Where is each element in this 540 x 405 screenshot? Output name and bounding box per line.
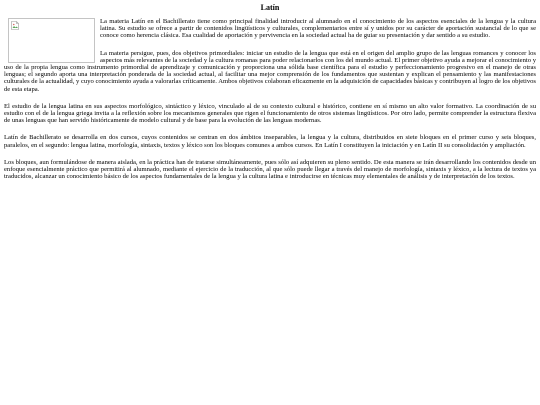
paragraph-course-structure: Latín de Bachillerato se desarrolla en dos cursos, cuyos contenidos se centran en dos ámbitos inseparables, la lengua y la cultura, distribuidos en siete bloques en el primer curso y seis bloques, paralelos, en el segundo: lengua latina, morfología, sintaxis, textos y léxico son los bloques comunes a ambos cursos. En Latín I constituyen la iniciación y en Latín II su consolidación y ampliación.: [4, 134, 536, 149]
page-title: Latín: [260, 3, 280, 12]
broken-image-placeholder: [8, 18, 95, 63]
paragraph-objectives: La materia persigue, pues, dos objetivos primordiales: iniciar un estudio de la lengua que está en el origen del amplio grupo de las lenguas romances y conocer los aspectos más relevantes de la sociedad y la cultura romanas para poder relacionarlos con los del mundo actual. El primer objetivo ayuda a mejorar el conocimiento y uso de la propia lengua como instrumento primordial de aprendizaje y comunicación y proporciona una sólida base científica para el estudio y perfeccionamiento progresivo en el manejo de otras lenguas; el segundo aporta una interpretación ponderada de la sociedad actual, al facilitar una mejor comprensión de los fundamentos que sustentan y explican el pensamiento y las manifestaciones culturales de la actualidad, y cuyo conocimiento ayuda a valorarlas críticamente. Ambos objetivos colaboran eficazmente en la adquisición de capacidades básicas y contribuyen al logro de los objetivos de esta etapa.: [4, 49, 536, 93]
broken-image-icon: [11, 21, 19, 30]
paragraph-linguistic-study: El estudio de la lengua latina en sus aspectos morfológico, sintáctico y léxico, vinculado al de su contexto cultural e histórico, contiene en sí mismo un alto valor formativo. La coordinación de su estudio con el de la lengua griega invita a la reflexión sobre los mecanismos generales que rigen el funcionamiento de otros sistemas lingüísticos. Por otro lado, permite comprender la estructura flexiva de unas lenguas que han servido históricamente de modelo cultural y de base para la evolución de las lenguas modernas.: [4, 102, 536, 125]
paragraph-introduction: La materia Latín en el Bachillerato tiene como principal finalidad introducir al alumnado en el conocimiento de los aspectos esenciales de la lengua y la cultura latina. Su estudio se ofrece a partir de contenidos lingüísticos y culturales, complementarios entre sí y unidos por su carácter de aportación sustancial de lo que se conoce como herencia clásica. Esa cualidad de aportación y pervivencia en la sociedad actual ha de guiar su presentación y dar sentido a su estudio.: [100, 18, 536, 40]
paragraph-content-blocks: Los bloques, aun formulándose de manera aislada, en la práctica han de tratarse simultáneamente, pues sólo así adquieren su pleno sentido. De esta manera se irán desarrollando los contenidos desde un enfoque esencialmente práctico que permitirá al alumnado, mediante el ejercicio de la traducción, al que sólo puede llegar a través del manejo de morfología, sintaxis y léxico, a la lectura de textos ya traducidos, alcanzar un conocimiento básico de los aspectos fundamentales de la lengua y la cultura latina e introducirse en técnicas muy elementales de análisis y de interpretación de los textos.: [4, 158, 536, 181]
